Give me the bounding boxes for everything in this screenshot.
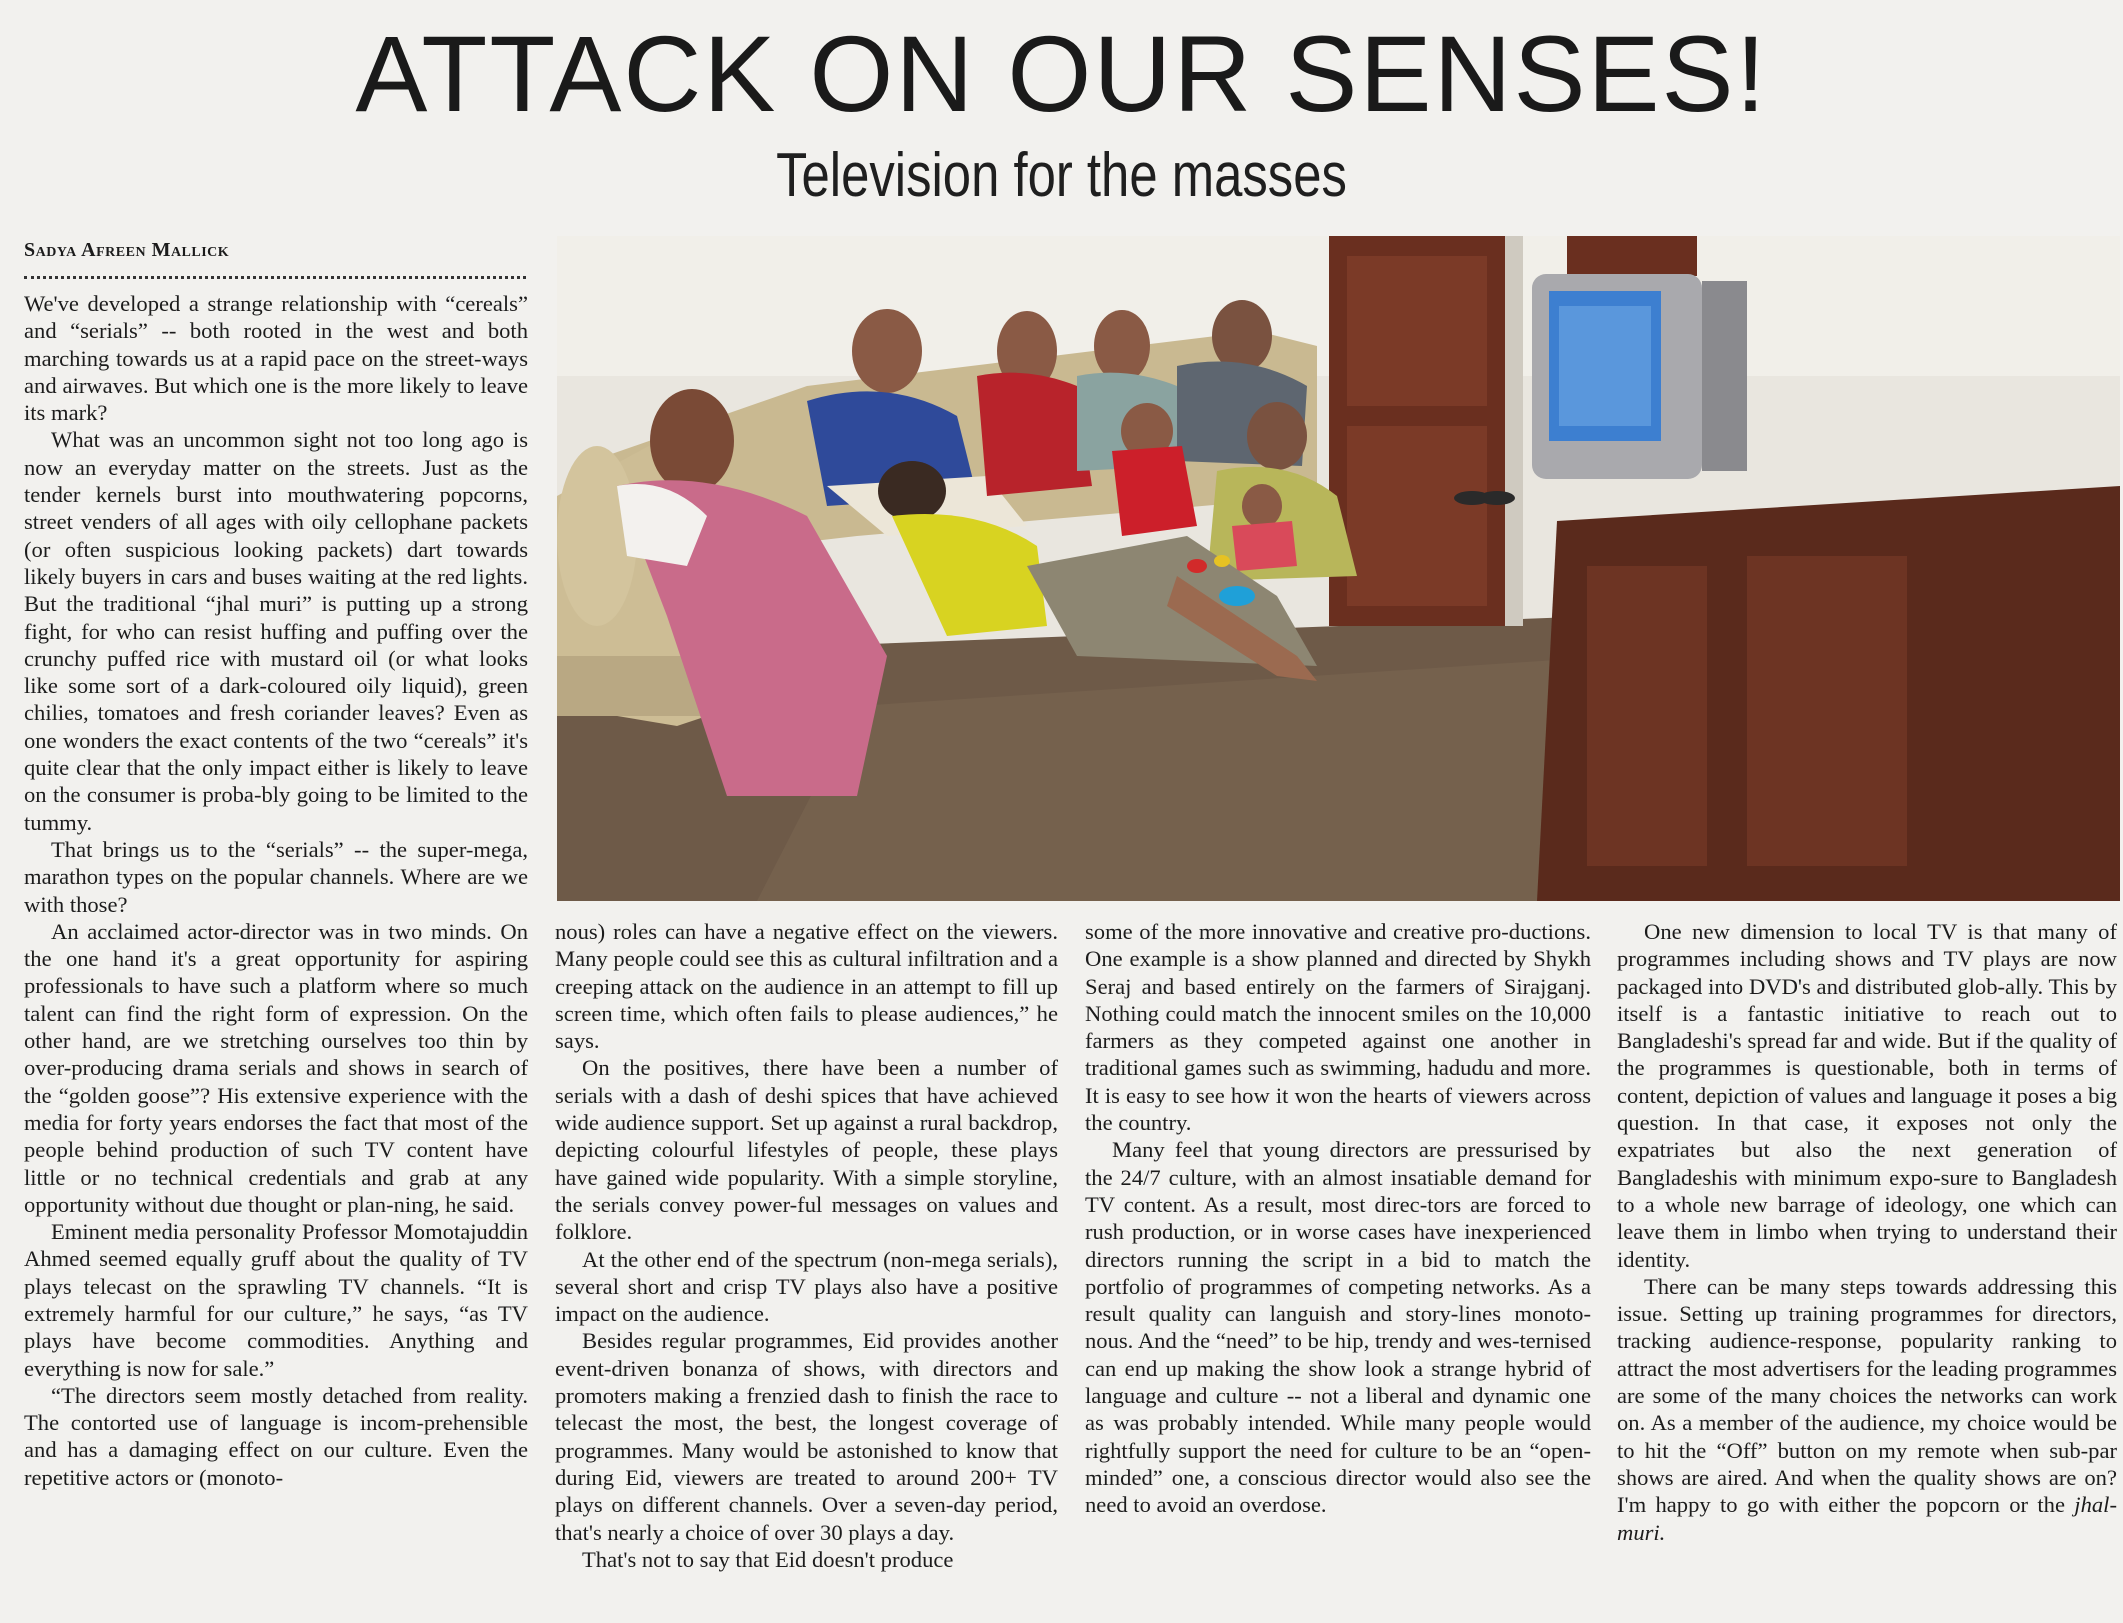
article-column-2	[555, 918, 1058, 1573]
paragraph: On the positives, there have been a number of serials with a dash of deshi spices that have achieved wide audience support. Set up against a rural backdrop, depicting colourful lifestyles of people, these plays have gained wide popularity. With a simple storyline, the serials convey power-ful messages on values and folklore.	[555, 1055, 1058, 1245]
paragraph: “The directors seem mostly detached from reality. The contorted use of language is incom-prehensible and has a damaging effect on our culture. Even the repetitive actors or (monoto-	[24, 1382, 528, 1490]
paragraph: One new dimension to local TV is that many of programmes including shows and TV plays are now packaged into DVD's and distributed glob-ally. This by itself is a fantastic initiative to reach out to Bangladeshi's spread far and wide. But if the quality of the programmes is questionable, both in terms of content, depiction of values and language it poses a big question. In that case, it exposes not only the expatriates but also the next generation of Bangladeshis with minimum expo-sure to Bangladesh to a whole new barrage of ideology, one which can leave them in limbo when trying to understand their identity.	[1617, 919, 2117, 1272]
paragraph: Many feel that young directors are pressurised by the 24/7 culture, with an almost insatiable demand for TV content. As a result, most direc-tors are forced to rush production, or in worse cases have inexperienced directors running the script in a bid to match the portfolio of programmes of competing networks. As a result quality can languish and story-lines monoto-nous. And the “need” to be hip, trendy and wes-ternised can end up making the show look a strange hybrid of language and culture -- not a liberal and dynamic one as was probably intended. While many people would rightfully support the need for culture to be an “open-minded” one, a conscious director would also see the need to avoid an overdose.	[1085, 1137, 1591, 1518]
paragraph: What was an uncommon sight not too long ago is now an everyday matter on the streets. Just as the tender kernels burst into mouthwatering popcorns, street venders of all ages with oily cellophane packets (or often suspicious looking packets) dart towards likely buyers in cars and buses waiting at the red lights. But the traditional “jhal muri” is putting up a strong fight, for who can resist huffing and puffing over the crunchy puffed rice with mustard oil (or what looks like some sort of a dark-coloured oily liquid), green chilies, tomatoes and fresh coriander leaves? Even as one wonders the exact contents of the two “cereals” it's quite clear that the only impact either is likely to leave on the consumer is proba-bly going to be limited to the tummy.	[24, 427, 528, 835]
byline: Sadya Afreen Mallick	[24, 239, 230, 261]
paragraph	[1617, 1273, 2117, 1546]
article-column-4	[1617, 918, 2117, 1546]
paragraph: That's not to say that Eid doesn't produce	[582, 1546, 954, 1572]
closing-italic-text: jhal-muri.	[1617, 1492, 2117, 1545]
paragraph: We've developed a strange relationship with “cereals” and “serials” -- both rooted in the west and both marching towards us at a rapid pace on the street-ways and airwaves. But which one is the more likely to leave its mark?	[24, 291, 528, 426]
paragraph: An acclaimed actor-director was in two minds. On the one hand it's a great opportunity for aspiring professionals to have such a platform where so much talent can find the right form of expression. On the other hand, are we stretching ourselves too thin by over-producing drama serials and shows in search of the “golden goose”? His extensive experience with the media for forty years endorses the fact that most of the people behind production of such TV content have little or no technical credentials and grab at any opportunity without due thought or plan-ning, he said.	[24, 918, 528, 1217]
paragraph: At the other end of the spectrum (non-mega serials), several short and crisp TV plays also have a positive impact on the audience.	[555, 1246, 1058, 1327]
paragraph: Eminent media personality Professor Momotajuddin Ahmed seemed equally gruff about the quality of TV plays telecast on the sprawling TV channels. “It is extremely harmful for our culture,” he says, “as TV plays have become commodities. Anything and everything is now for sale.”	[24, 1219, 528, 1381]
subheadline: Television for the masses	[776, 141, 1347, 210]
family-watching-tv-photo	[557, 236, 2120, 901]
paragraph-text: There can be many steps towards addressing this issue. Setting up training programmes for directors, tracking audience-response, popularity ranking to attract the most advertisers for the leading programmes are some of the many choices the networks can work on. As a member of the audience, my choice would be to hit the “Off” button on my remote when sub-par shows are aired. And when the quality shows are on? I'm happy to go with either the popcorn or the	[1617, 1273, 2117, 1518]
paragraph: nous) roles can have a negative effect on the viewers. Many people could see this as cultural infiltration and a creeping attack on the audience in an attempt to fill up screen time, which often fails to please audiences,” he says.	[555, 919, 1058, 1054]
byline-divider	[24, 276, 526, 279]
paragraph: some of the more innovative and creative pro-ductions. One example is a show planned and directed by Shykh Seraj and based entirely on the farmers of Sirajganj. Nothing could match the innocent smiles on the 10,000 farmers as they competed against one another in traditional games such as swimming, hadudu and more. It is easy to see how it won the hearts of viewers across the country.	[1085, 919, 1591, 1136]
paragraph: Besides regular programmes, Eid provides another event-driven bonanza of shows, with directors and promoters making a frenzied dash to finish the race to telecast the most, the best, the longest coverage of programmes. Many would be astonished to know that during Eid, viewers are treated to around 200+ TV plays on different channels. Over a seven-day period, that's nearly a choice of over 30 plays a day.	[555, 1328, 1058, 1545]
article-column-1	[24, 290, 528, 1491]
article-column-3	[1085, 918, 1591, 1519]
paragraph: That brings us to the “serials” -- the super-mega, marathon types on the popular channels. Where are we with those?	[24, 836, 528, 917]
headline: ATTACK ON OUR SENSES!	[355, 13, 1768, 134]
